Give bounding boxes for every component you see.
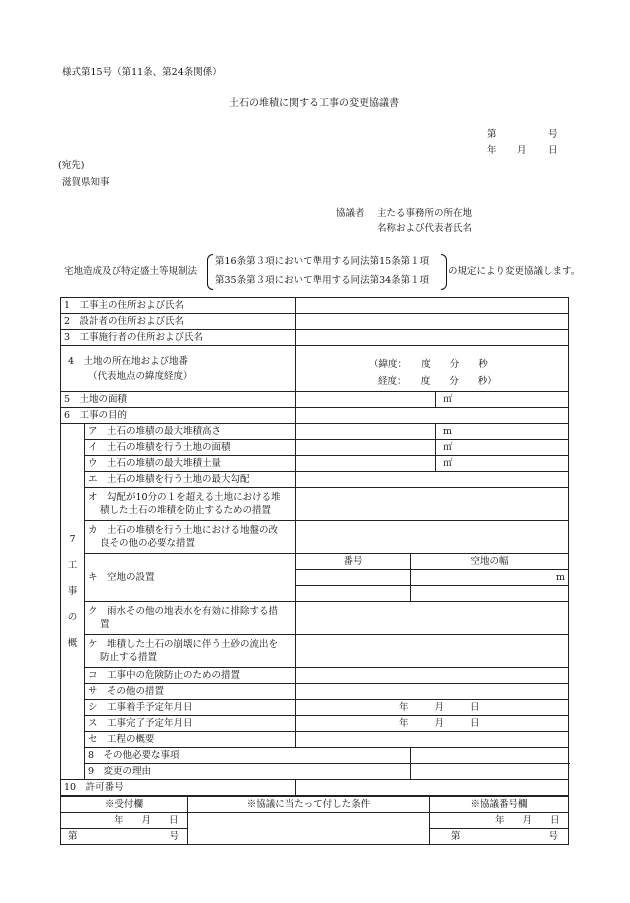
row-7sa-label: サ その他の措置 [85, 684, 296, 700]
receipt-dai: 第 [68, 831, 78, 842]
law-option-2: 第35条第３項において準用する同法第34条第１項 [215, 275, 430, 286]
row-2 [61, 314, 569, 330]
doc-no-go: 号 [548, 129, 558, 140]
row-7ka-label-2: 良その他の必要な措置 [100, 538, 196, 549]
row-7ka [61, 521, 569, 554]
applicant-label: 協議者 [336, 208, 365, 219]
row-7ke [61, 635, 569, 668]
row-6-label: 6 工事の目的 [61, 408, 296, 424]
row-10-label: 10 許可番号 [61, 780, 296, 796]
ki-number-2[interactable] [296, 586, 411, 602]
row-7i-label: イ 土石の堆積を行う土地の面積 [85, 440, 296, 456]
row-7o-label-1: オ 勾配が10分の１を超える土地における堆 [88, 492, 281, 503]
row-7ku-value[interactable] [296, 602, 569, 635]
row-7-char-2: 事 [67, 585, 78, 597]
ki-header-width: 空地の幅 [411, 554, 569, 570]
row-7se-label: セ 工程の概要 [85, 732, 296, 748]
row-2-label: 2 設計者の住所および氏名 [61, 314, 296, 330]
form-number: 様式第15号（第11条、第24条関係） [62, 67, 222, 78]
row-7ko [61, 668, 569, 684]
main-table [60, 297, 569, 796]
row-7i-unit-cell [436, 440, 569, 456]
row-9-label: 9 変更の理由 [85, 764, 411, 780]
row-7i-unit: ㎡ [443, 442, 453, 453]
date-year: 年 [487, 145, 497, 156]
row-3-label: 3 工事施行者の住所および氏名 [61, 330, 296, 346]
row-5-value[interactable] [296, 392, 436, 408]
document-title: 土石の堆積に関する工事の変更協議書 [229, 98, 399, 109]
receipt-go: 号 [169, 831, 180, 842]
footer-table [60, 796, 569, 845]
law-prefix: 宅地造成及び特定盛土等規制法 [64, 266, 198, 277]
row-7ki-header [61, 554, 569, 570]
shi-day: 日 [470, 702, 480, 713]
row-5-unit: ㎡ [443, 394, 453, 405]
ki-width-unit: m [556, 572, 566, 583]
row-4-value[interactable] [296, 346, 569, 392]
date-day: 日 [548, 145, 558, 156]
applicant-address: 主たる事務所の所在地 [377, 208, 473, 219]
shi-year: 年 [399, 702, 409, 713]
row-4-label-1: 4 土地の所在地および地番 [68, 355, 189, 367]
row-7e [61, 472, 569, 488]
row-7su-label: ス 工事完了予定年月日 [85, 716, 296, 732]
row-3 [61, 330, 569, 346]
row-7u [61, 456, 569, 472]
su-year: 年 [399, 718, 409, 729]
conditions-header: ※協議に当たって付した条件 [188, 797, 430, 813]
row-7shi [61, 700, 569, 716]
longitude: 経度： 度 分 秒） [378, 375, 497, 387]
row-7i [61, 440, 569, 456]
ki-header-number: 番号 [296, 554, 411, 570]
row-4-label [61, 346, 296, 392]
row-7ke-label-2: 防止する措置 [100, 652, 158, 663]
row-7ke-label [85, 635, 296, 668]
consult-number[interactable] [430, 829, 569, 845]
shi-month: 月 [434, 702, 445, 713]
row-7o-label [85, 488, 296, 521]
row-7sa-value[interactable] [296, 684, 569, 700]
row-7a-value[interactable] [296, 424, 436, 440]
ki-width-2[interactable] [411, 586, 569, 602]
consult-year: 年 [495, 815, 505, 826]
row-7shi-value[interactable] [296, 700, 569, 716]
row-7u-unit-cell [436, 456, 569, 472]
date-month: 月 [517, 145, 527, 156]
row-7ke-value[interactable] [296, 635, 569, 668]
right-brace [441, 254, 447, 290]
row-8-label: 8 その他必要な事項 [85, 748, 411, 764]
row-10-value[interactable] [296, 780, 569, 796]
row-5-label: 5 土地の面積 [61, 392, 296, 408]
row-7o [61, 488, 569, 521]
row-7o-label-2: 積した土石の堆積を防止するための措置 [100, 505, 272, 516]
row-7u-label: ウ 土石の堆積の最大堆積土量 [85, 456, 296, 472]
row-7a-unit: m [443, 426, 453, 437]
row-6-value[interactable] [296, 408, 569, 424]
row-4-label-2: （代表地点の緯度経度） [88, 370, 193, 382]
latitude: （緯度： 度 分 秒 [369, 358, 488, 370]
receipt-date[interactable] [61, 813, 188, 829]
row-7su-value[interactable] [296, 716, 569, 732]
row-7-char-1: 工 [67, 559, 78, 571]
addressee-label: (宛先) [58, 160, 85, 171]
row-6 [61, 408, 569, 424]
row-7u-value[interactable] [296, 456, 436, 472]
doc-no-dai: 第 [487, 129, 497, 140]
addressee-name: 滋賀県知事 [62, 177, 110, 188]
row-1 [61, 298, 569, 314]
row-5 [61, 392, 569, 408]
row-7ko-value[interactable] [296, 668, 569, 684]
row-8 [61, 748, 569, 764]
row-7-label [61, 424, 85, 780]
row-7a [61, 424, 569, 440]
law-option-1: 第16条第３項において準用する同法第15条第１項 [215, 256, 430, 267]
row-9-value[interactable] [411, 764, 569, 780]
receipt-year: 年 [114, 815, 124, 826]
row-7-number: 7 [69, 533, 76, 545]
row-7shi-label: シ 工事着手予定年月日 [85, 700, 296, 716]
row-7ka-label [85, 521, 296, 554]
row-7ku [61, 602, 569, 635]
left-brace [207, 254, 213, 290]
row-7o-value[interactable] [296, 488, 569, 521]
row-7u-unit: ㎡ [443, 458, 453, 469]
row-1-label: 1 工事主の住所および氏名 [61, 298, 296, 314]
ki-width-1[interactable] [411, 570, 569, 586]
row-3-value[interactable] [296, 330, 569, 346]
row-7ka-value[interactable] [296, 521, 569, 554]
row-7ki-label: キ 空地の設置 [85, 554, 296, 602]
consult-date[interactable] [430, 813, 569, 829]
row-7ke-label-1: ケ 堆積した土石の崩壊に伴う土砂の流出を [88, 639, 279, 650]
receipt-header: ※受付欄 [61, 797, 188, 813]
row-7ku-label-1: ク 雨水その他の地表水を有効に排除する措 [88, 606, 279, 617]
row-7-char-4: 概 [67, 637, 78, 649]
row-7sa [61, 684, 569, 700]
row-4 [61, 346, 569, 392]
su-day: 日 [470, 718, 480, 729]
row-7ka-label-1: カ 土石の堆積を行う土地における地盤の改 [88, 525, 279, 536]
receipt-number[interactable] [61, 829, 188, 845]
row-5-unit-cell [436, 392, 569, 408]
receipt-day: 日 [169, 815, 179, 826]
row-7ko-label: コ 工事中の危険防止のための措置 [85, 668, 296, 684]
su-month: 月 [434, 718, 445, 729]
row-7ku-label [85, 602, 296, 635]
row-2-value[interactable] [296, 314, 569, 330]
row-7e-value[interactable] [296, 472, 569, 488]
consult-no-header: ※協議番号欄 [430, 797, 569, 813]
row-7su [61, 716, 569, 732]
row-7-char-3: の [67, 611, 78, 623]
row-7i-value[interactable] [296, 440, 436, 456]
row-7a-label: ア 土石の堆積の最大堆積高さ [85, 424, 296, 440]
consult-month: 月 [522, 815, 533, 826]
ki-number-1[interactable] [296, 570, 411, 586]
consult-dai: 第 [451, 831, 461, 842]
row-7ku-label-2: 置 [100, 619, 110, 630]
row-9 [61, 764, 569, 780]
conditions-value[interactable] [188, 813, 430, 845]
row-7se-value[interactable] [296, 732, 569, 748]
receipt-month: 月 [141, 815, 152, 826]
row-7se [61, 732, 569, 748]
row-7a-unit-cell [436, 424, 569, 440]
row-8-value[interactable] [411, 748, 569, 764]
consult-day: 日 [550, 815, 560, 826]
law-suffix: の規定により変更協議します。 [448, 266, 581, 277]
row-10 [61, 780, 569, 796]
consult-go: 号 [548, 831, 559, 842]
row-1-value[interactable] [296, 298, 569, 314]
applicant-name: 名称および代表者氏名 [377, 223, 473, 234]
row-7e-label: エ 土石の堆積を行う土地の最大勾配 [85, 472, 296, 488]
